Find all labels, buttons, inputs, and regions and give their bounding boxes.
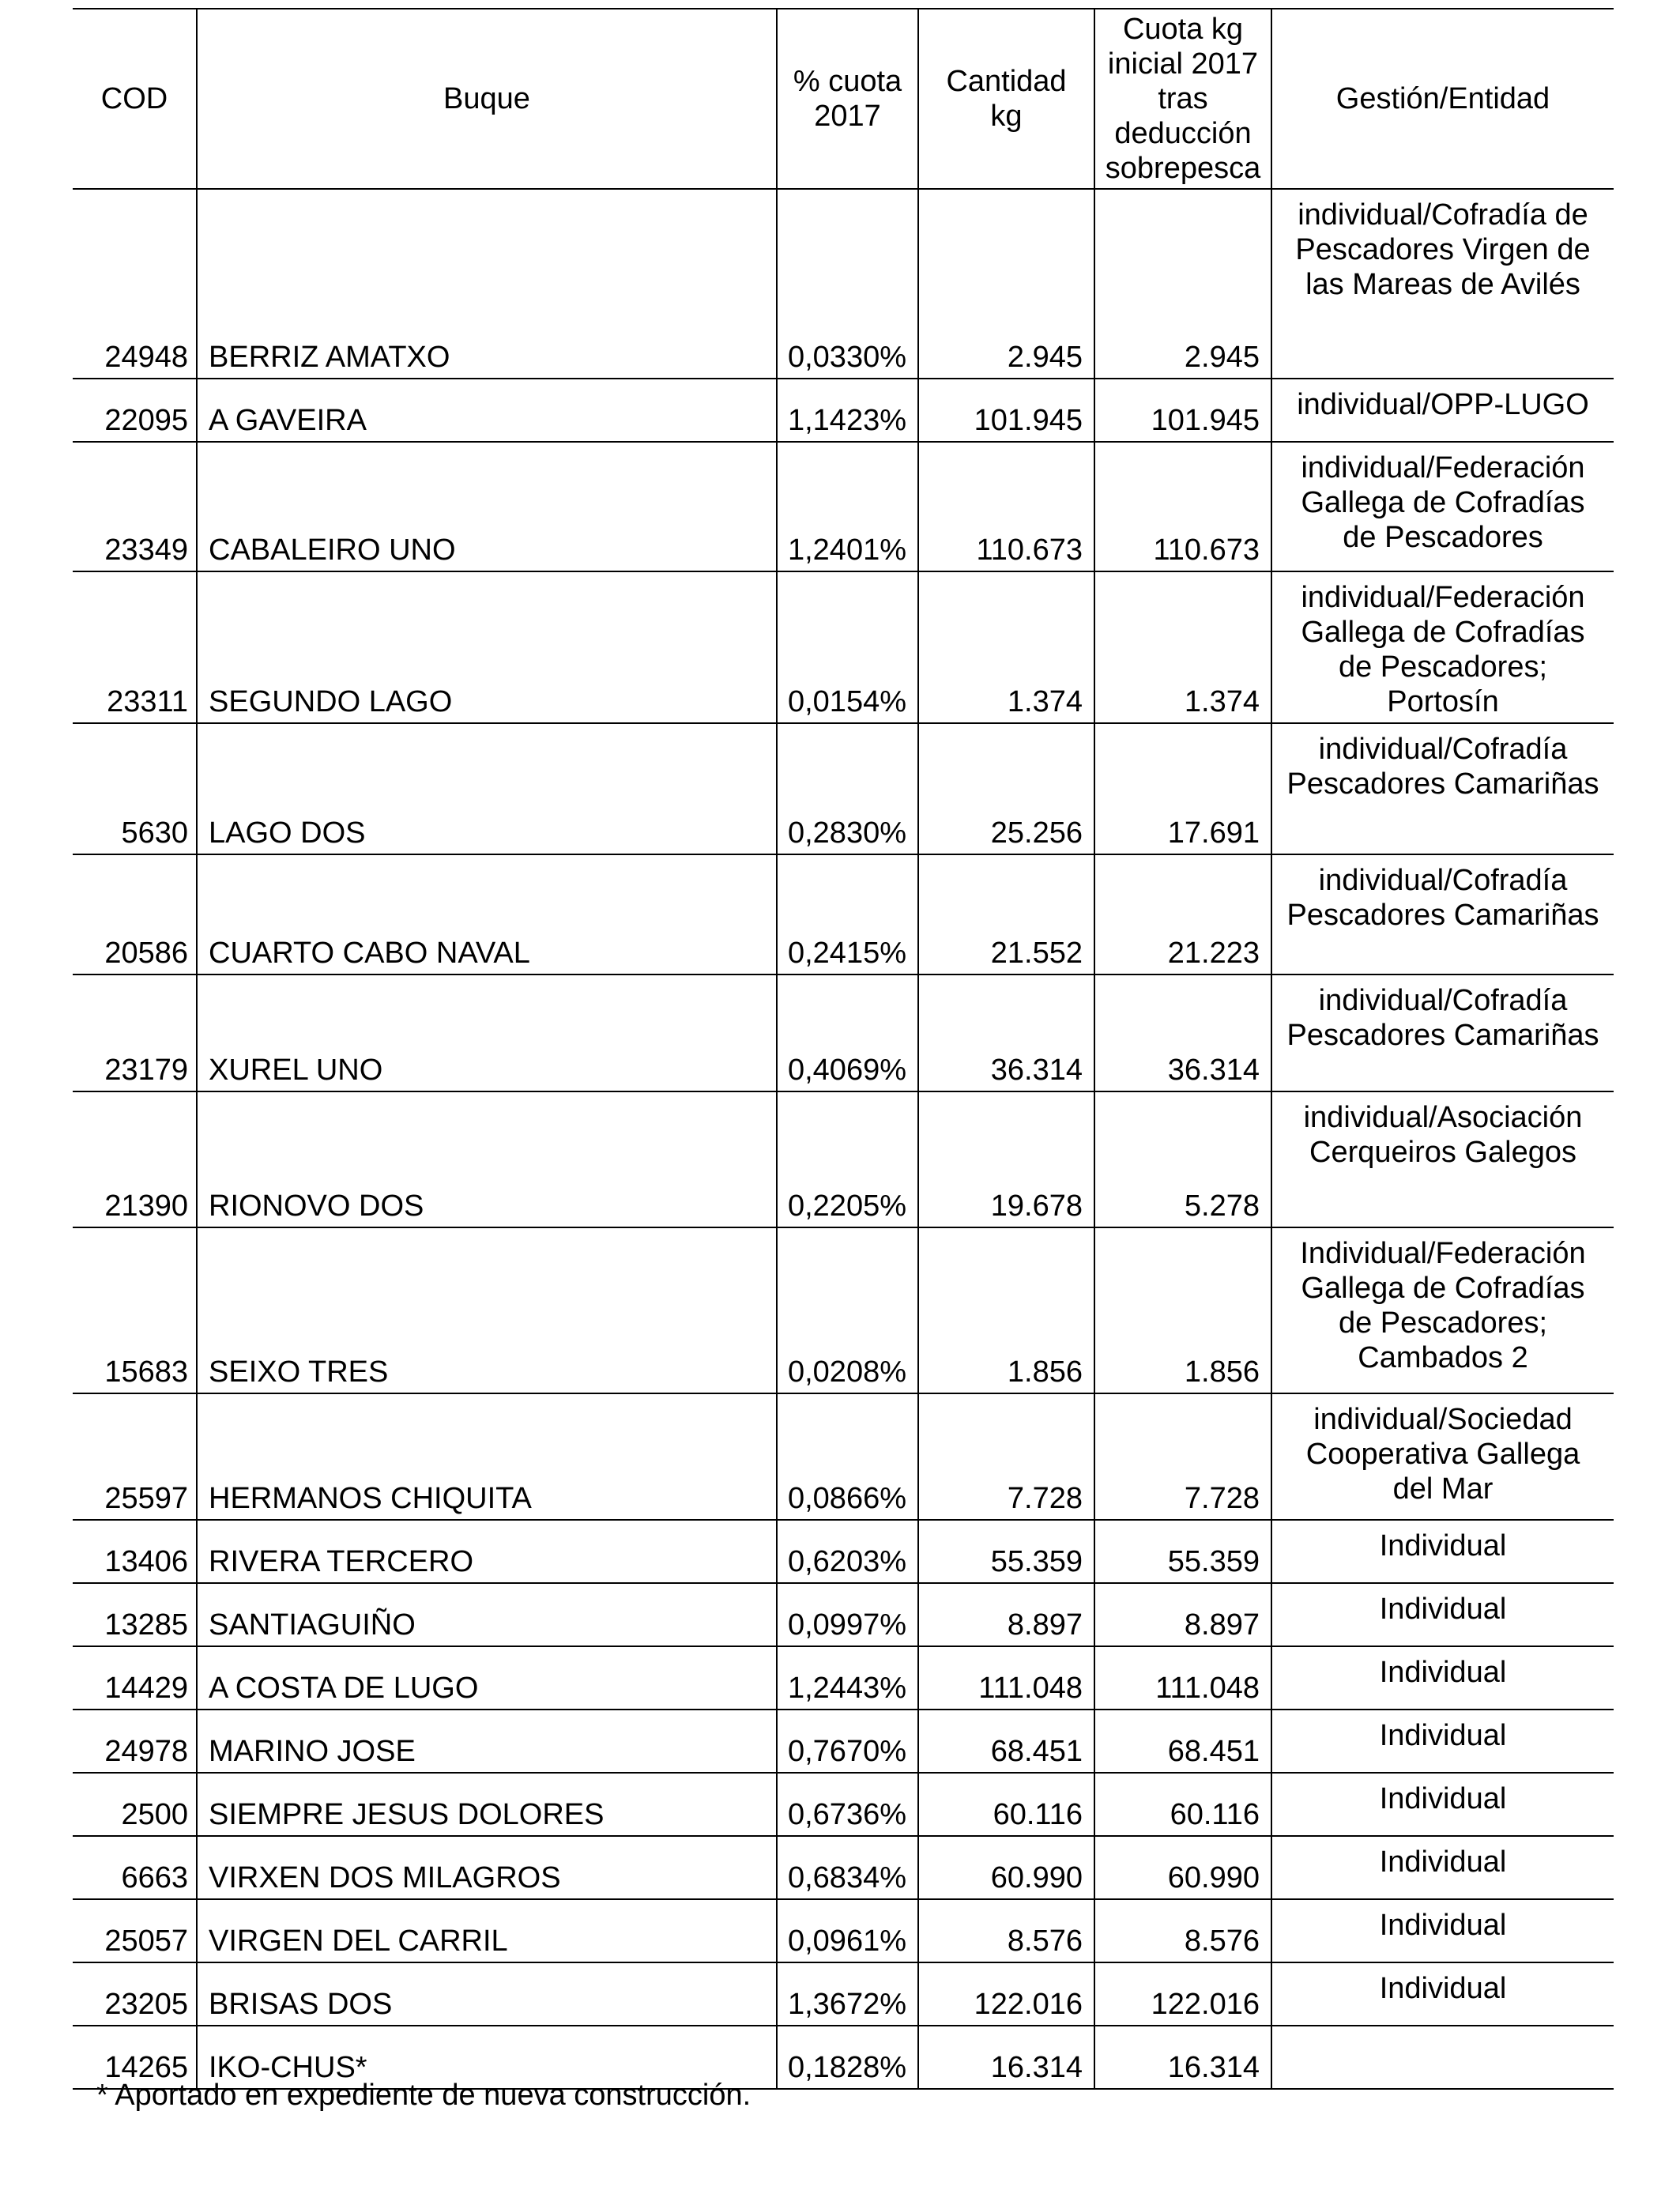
table-row [73,1583,1614,1646]
cell-cod: 25057 [73,1899,197,1962]
cell-cuota-inicial: 2.945 [1094,189,1271,379]
cell-cantidad: 1.856 [918,1227,1094,1393]
cell-buque: BERRIZ AMATXO [197,189,777,379]
cell-gestion: Individual [1271,1583,1614,1646]
table-header [73,9,1614,189]
table-row [73,723,1614,854]
table-row [73,1091,1614,1227]
cell-buque: A COSTA DE LUGO [197,1646,777,1710]
table-row [73,1227,1614,1393]
table-row [73,1899,1614,1962]
cell-cod: 24948 [73,189,197,379]
cell-pct-cuota: 0,2415% [777,854,918,974]
table-row [73,379,1614,442]
cell-cuota-inicial: 21.223 [1094,854,1271,974]
cell-cantidad: 7.728 [918,1393,1094,1520]
cell-gestion: individual/Cofradía Pescadores Camariñas [1271,723,1614,854]
cell-cantidad: 16.314 [918,2026,1094,2089]
header-row [73,9,1614,189]
cell-gestion: individual/Cofradía de Pescadores Virgen de las Mareas de Avilés [1271,189,1614,379]
cell-pct-cuota: 0,0961% [777,1899,918,1962]
cell-cod: 2500 [73,1773,197,1836]
cell-buque: RIONOVO DOS [197,1091,777,1227]
cell-cuota-inicial: 17.691 [1094,723,1271,854]
cell-cuota-inicial: 122.016 [1094,1962,1271,2026]
cell-cod: 23205 [73,1962,197,2026]
cell-gestion: Individual [1271,1520,1614,1583]
header-cuota-inicial: Cuota kg inicial 2017 tras deducción sobrepesca [1094,9,1271,189]
table-row [73,1836,1614,1899]
table-row [73,189,1614,379]
cell-buque: SANTIAGUIÑO [197,1583,777,1646]
cell-cantidad: 2.945 [918,189,1094,379]
cell-cantidad: 8.897 [918,1583,1094,1646]
cell-cod: 13406 [73,1520,197,1583]
cell-cantidad: 111.048 [918,1646,1094,1710]
cell-buque: RIVERA TERCERO [197,1520,777,1583]
cell-cod: 13285 [73,1583,197,1646]
cell-gestion: Individual [1271,1710,1614,1773]
cell-gestion [1271,2026,1614,2089]
cell-cantidad: 55.359 [918,1520,1094,1583]
cell-cod: 14429 [73,1646,197,1710]
cell-cuota-inicial: 16.314 [1094,2026,1271,2089]
cell-cod: 15683 [73,1227,197,1393]
cell-buque: SEIXO TRES [197,1227,777,1393]
header-cod: COD [73,9,197,189]
table-row [73,974,1614,1091]
cell-pct-cuota: 0,0330% [777,189,918,379]
cell-cantidad: 36.314 [918,974,1094,1091]
cell-cod: 22095 [73,379,197,442]
cell-pct-cuota: 0,0866% [777,1393,918,1520]
table-row [73,1962,1614,2026]
cell-cuota-inicial: 8.576 [1094,1899,1271,1962]
cell-buque: VIRGEN DEL CARRIL [197,1899,777,1962]
cell-buque: SIEMPRE JESUS DOLORES [197,1773,777,1836]
cell-buque: IKO-CHUS* [197,2026,777,2089]
cell-cantidad: 1.374 [918,571,1094,723]
cell-cuota-inicial: 1.856 [1094,1227,1271,1393]
cell-gestion: individual/Asociación Cerqueiros Galegos [1271,1091,1614,1227]
cell-gestion: individual/Cofradía Pescadores Camariñas [1271,974,1614,1091]
cell-cuota-inicial: 68.451 [1094,1710,1271,1773]
cell-cantidad: 122.016 [918,1962,1094,2026]
cell-pct-cuota: 1,3672% [777,1962,918,2026]
header-pct-cuota: % cuota 2017 [777,9,918,189]
cell-pct-cuota: 0,2205% [777,1091,918,1227]
cell-cantidad: 19.678 [918,1091,1094,1227]
table-row [73,854,1614,974]
cell-cod: 21390 [73,1091,197,1227]
table-row [73,1393,1614,1520]
cell-cuota-inicial: 7.728 [1094,1393,1271,1520]
cell-pct-cuota: 1,1423% [777,379,918,442]
cell-gestion: Individual/Federación Gallega de Cofradías de Pescadores; Cambados 2 [1271,1227,1614,1393]
cell-cuota-inicial: 8.897 [1094,1583,1271,1646]
cell-cod: 5630 [73,723,197,854]
cell-pct-cuota: 1,2443% [777,1646,918,1710]
cell-gestion: individual/OPP-LUGO [1271,379,1614,442]
cell-cod: 23349 [73,442,197,571]
cell-cuota-inicial: 55.359 [1094,1520,1271,1583]
header-buque: Buque [197,9,777,189]
cell-cod: 14265 [73,2026,197,2089]
table-row [73,442,1614,571]
cell-buque: LAGO DOS [197,723,777,854]
cell-gestion: Individual [1271,1899,1614,1962]
table-row [73,1710,1614,1773]
footnote: * Aportado en expediente de nueva construcción. [96,2079,751,2112]
cell-cuota-inicial: 5.278 [1094,1091,1271,1227]
cell-gestion: Individual [1271,1836,1614,1899]
table-row [73,1646,1614,1710]
cell-cuota-inicial: 60.116 [1094,1773,1271,1836]
cell-cantidad: 8.576 [918,1899,1094,1962]
cell-cod: 24978 [73,1710,197,1773]
cell-pct-cuota: 0,0997% [777,1583,918,1646]
cell-buque: HERMANOS CHIQUITA [197,1393,777,1520]
cell-gestion: individual/Cofradía Pescadores Camariñas [1271,854,1614,974]
cell-gestion: Individual [1271,1773,1614,1836]
quota-table [73,8,1614,2090]
cell-pct-cuota: 0,6203% [777,1520,918,1583]
cell-cuota-inicial: 60.990 [1094,1836,1271,1899]
cell-gestion: Individual [1271,1962,1614,2026]
cell-pct-cuota: 0,0154% [777,571,918,723]
table-body [73,189,1614,2089]
header-cantidad: Cantidad kg [918,9,1094,189]
cell-cantidad: 60.116 [918,1773,1094,1836]
cell-pct-cuota: 0,2830% [777,723,918,854]
cell-gestion: individual/Federación Gallega de Cofradías de Pescadores [1271,442,1614,571]
cell-gestion: Individual [1271,1646,1614,1710]
cell-cod: 25597 [73,1393,197,1520]
cell-pct-cuota: 0,6834% [777,1836,918,1899]
cell-cod: 23311 [73,571,197,723]
cell-cuota-inicial: 111.048 [1094,1646,1271,1710]
cell-pct-cuota: 0,1828% [777,2026,918,2089]
cell-cantidad: 25.256 [918,723,1094,854]
cell-pct-cuota: 0,6736% [777,1773,918,1836]
cell-pct-cuota: 1,2401% [777,442,918,571]
cell-cuota-inicial: 101.945 [1094,379,1271,442]
cell-buque: CABALEIRO UNO [197,442,777,571]
cell-cod: 6663 [73,1836,197,1899]
cell-buque: MARINO JOSE [197,1710,777,1773]
cell-buque: A GAVEIRA [197,379,777,442]
cell-cuota-inicial: 36.314 [1094,974,1271,1091]
cell-cantidad: 60.990 [918,1836,1094,1899]
cell-cantidad: 68.451 [918,1710,1094,1773]
cell-pct-cuota: 0,7670% [777,1710,918,1773]
cell-cod: 23179 [73,974,197,1091]
cell-buque: XUREL UNO [197,974,777,1091]
cell-buque: VIRXEN DOS MILAGROS [197,1836,777,1899]
cell-cod: 20586 [73,854,197,974]
cell-gestion: individual/Sociedad Cooperativa Gallega del Mar [1271,1393,1614,1520]
cell-cantidad: 101.945 [918,379,1094,442]
quota-table-container [73,8,1614,2090]
cell-cantidad: 110.673 [918,442,1094,571]
cell-buque: SEGUNDO LAGO [197,571,777,723]
table-row [73,571,1614,723]
cell-buque: CUARTO CABO NAVAL [197,854,777,974]
cell-cantidad: 21.552 [918,854,1094,974]
cell-pct-cuota: 0,4069% [777,974,918,1091]
cell-buque: BRISAS DOS [197,1962,777,2026]
cell-gestion: individual/Federación Gallega de Cofradías de Pescadores; Portosín [1271,571,1614,723]
header-gestion: Gestión/Entidad [1271,9,1614,189]
cell-pct-cuota: 0,0208% [777,1227,918,1393]
table-row [73,1520,1614,1583]
cell-cuota-inicial: 1.374 [1094,571,1271,723]
cell-cuota-inicial: 110.673 [1094,442,1271,571]
table-row [73,1773,1614,1836]
